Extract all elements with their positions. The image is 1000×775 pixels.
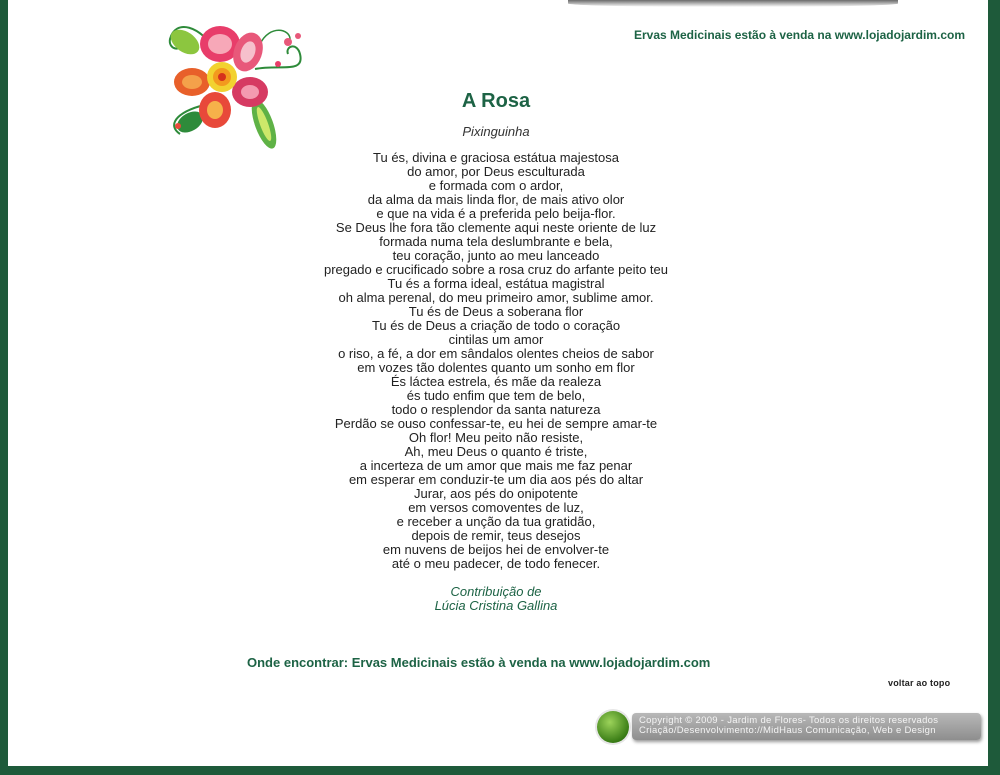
home-icon[interactable] (597, 711, 629, 743)
back-to-top-link[interactable]: voltar ao topo (888, 678, 951, 688)
poem-line: Tu és, divina e graciosa estátua majestosa (373, 150, 619, 165)
footer-copyright: Copyright © 2009 - Jardim de Flores- Todos os direitos reservados (639, 715, 939, 726)
poem-line: em nuvens de beijos hei de envolver-te (382, 542, 610, 557)
top-shadow (568, 0, 898, 7)
poem-line: Jurar, aos pés do onipotente (413, 486, 579, 501)
poem-line: És láctea estrela, és mãe da realeza (390, 374, 602, 389)
poem-line: depois de remir, teus desejos (411, 528, 581, 543)
poem-line: e receber a unção da tua gratidão, (396, 514, 596, 529)
poem-line: do amor, por Deus esculturada (407, 164, 585, 179)
poem-line: em versos comoventes de luz, (408, 500, 584, 515)
poem-line: todo o resplendor da santa natureza (391, 402, 601, 417)
poem-line: em vozes tão dolentes quanto um sonho em flor (357, 360, 635, 375)
poem-line: cintilas um amor (448, 332, 544, 347)
where-to-find-link[interactable]: Onde encontrar: Ervas Medicinais estão à venda na www.lojadojardim.com (247, 655, 711, 670)
footer-credits-text[interactable]: Criação/Desenvolvimento://MidHaus Comunicação, Web e Design (639, 725, 936, 736)
poem-line: Tu és a forma ideal, estátua magistral (387, 276, 605, 291)
poem-line: Oh flor! Meu peito não resiste, (408, 430, 584, 445)
article (296, 88, 696, 613)
poem-line: a incerteza de um amor que mais me faz penar (359, 458, 633, 473)
top-shop-link[interactable]: Ervas Medicinais estão à venda na www.lojadojardim.com (633, 28, 965, 42)
poem-line: Ah, meu Deus o quanto é triste, (404, 444, 588, 459)
poem-line: e que na vida é a preferida pelo beija-flor. (376, 206, 616, 221)
footer-credits (632, 713, 981, 740)
poem-line: teu coração, junto ao meu lanceado (392, 248, 600, 263)
contribution (296, 585, 696, 613)
poem-line: em esperar em conduzir-te um dia aos pés do altar (348, 472, 644, 487)
poem-line: és tudo enfim que tem de belo, (406, 388, 586, 403)
contribution-label: Contribuição de (450, 584, 542, 599)
article-title: A Rosa (461, 90, 531, 112)
flower-logo-icon (160, 14, 312, 156)
poem-line: oh alma perenal, do meu primeiro amor, sublime amor. (338, 290, 654, 305)
poem-line: formada numa tela deslumbrante e bela, (379, 234, 613, 249)
poem-line: pregado e crucificado sobre a rosa cruz do arfante peito teu (324, 262, 668, 277)
poem-line: Tu és de Deus a soberana flor (408, 304, 584, 319)
poem-text (296, 151, 696, 571)
poem-line: Se Deus lhe fora tão clemente aqui neste oriente de luz (335, 220, 657, 235)
poem-line: até o meu padecer, de todo fenecer. (391, 556, 601, 571)
poem-line: o riso, a fé, a dor em sândalos olentes cheios de sabor (338, 346, 654, 361)
poem-line: e formada com o ardor, (428, 178, 564, 193)
article-author: Pixinguinha (462, 124, 530, 139)
poem-line: da alma da mais linda flor, de mais ativo olor (367, 192, 625, 207)
contributor-name: Lúcia Cristina Gallina (434, 598, 558, 613)
poem-line: Tu és de Deus a criação de todo o coração (371, 318, 621, 333)
poem-line: Perdão se ouso confessar-te, eu hei de sempre amar-te (334, 416, 658, 431)
